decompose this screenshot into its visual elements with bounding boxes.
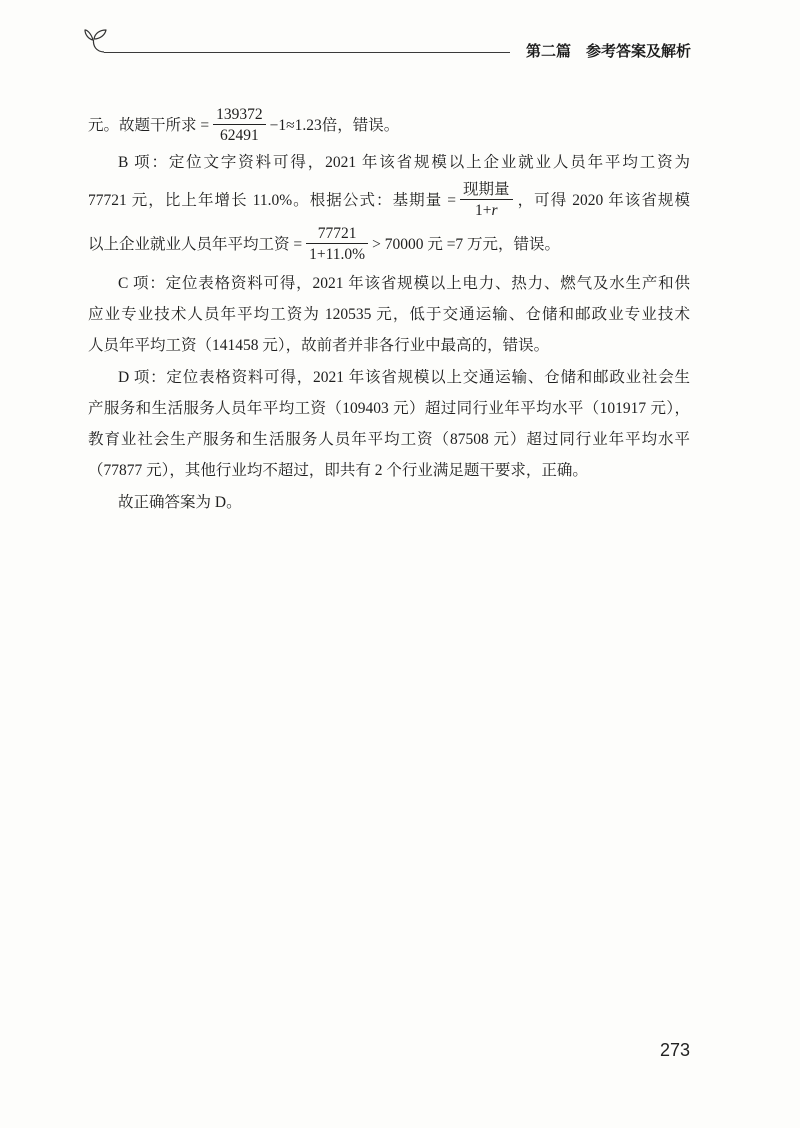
denominator-constant: 1+ [474, 202, 492, 220]
line-text: 77721 元，比上年增长 11.0%。根据公式：基期量 = [88, 192, 456, 209]
fraction-denominator: 62491 [220, 127, 259, 145]
option-c-line-1: C 项：定位表格资料可得，2021 年该省规模以上电力、热力、燃气及水生产和供 [118, 275, 690, 292]
option-d-line-4: （77877 元），其他行业均不超过，即共有 2 个行业满足题干要求，正确。 [88, 462, 588, 479]
option-b-line-1: B 项：定位文字资料可得，2021 年该省规模以上企业就业人员年平均工资为 [118, 154, 690, 171]
base-period-formula-fraction [460, 181, 513, 219]
final-answer-line: 故正确答案为 D。 [118, 494, 242, 511]
line-text: 元。故题干所求 = [88, 117, 210, 134]
fraction-numerator: 77721 [306, 225, 368, 244]
page-number: 273 [660, 1040, 691, 1060]
option-d-line-2: 产服务和生活服务人员年平均工资（109403 元）超过同行业年平均水平（101917 元）， [88, 400, 690, 417]
fraction-numerator: 139372 [213, 106, 266, 125]
option-d-line-1: D 项：定位表格资料可得，2021 年该省规模以上交通运输、仓储和邮政业社会生 [118, 369, 690, 386]
denominator-variable: r [491, 202, 498, 220]
header-rule [104, 52, 510, 53]
option-d-line-3: 教育业社会生产服务和生活服务人员年平均工资（87508 元）超过同行业年平均水平 [88, 431, 690, 448]
fraction-denominator: 1+11.0% [309, 246, 366, 264]
line-text: > 70000 元 =7 万元，错误。 [372, 236, 561, 253]
sprout-icon [80, 24, 110, 54]
line-text: ，可得 2020 年该省规模 [516, 192, 690, 209]
option-c-line-3: 人员年平均工资（141458 元），故前者并非各行业中最高的，错误。 [88, 337, 550, 354]
option-a-conclusion-line [88, 106, 690, 146]
line-text: 以上企业就业人员年平均工资 = [88, 236, 303, 253]
option-c-line-2: 应业专业技术人员年平均工资为 120535 元，低于交通运输、仓储和邮政业专业技术 [88, 306, 690, 323]
line-text: −1≈1.23倍，错误。 [269, 117, 400, 134]
fraction-denominator [460, 200, 513, 219]
section-title: 第二篇 参考答案及解析 [526, 43, 692, 60]
option-b-line-3 [88, 225, 690, 265]
fraction-numerator: 现期量 [460, 181, 513, 200]
ratio-fraction [213, 106, 266, 144]
base-period-wage-fraction [306, 225, 368, 263]
option-b-line-2 [88, 181, 690, 221]
